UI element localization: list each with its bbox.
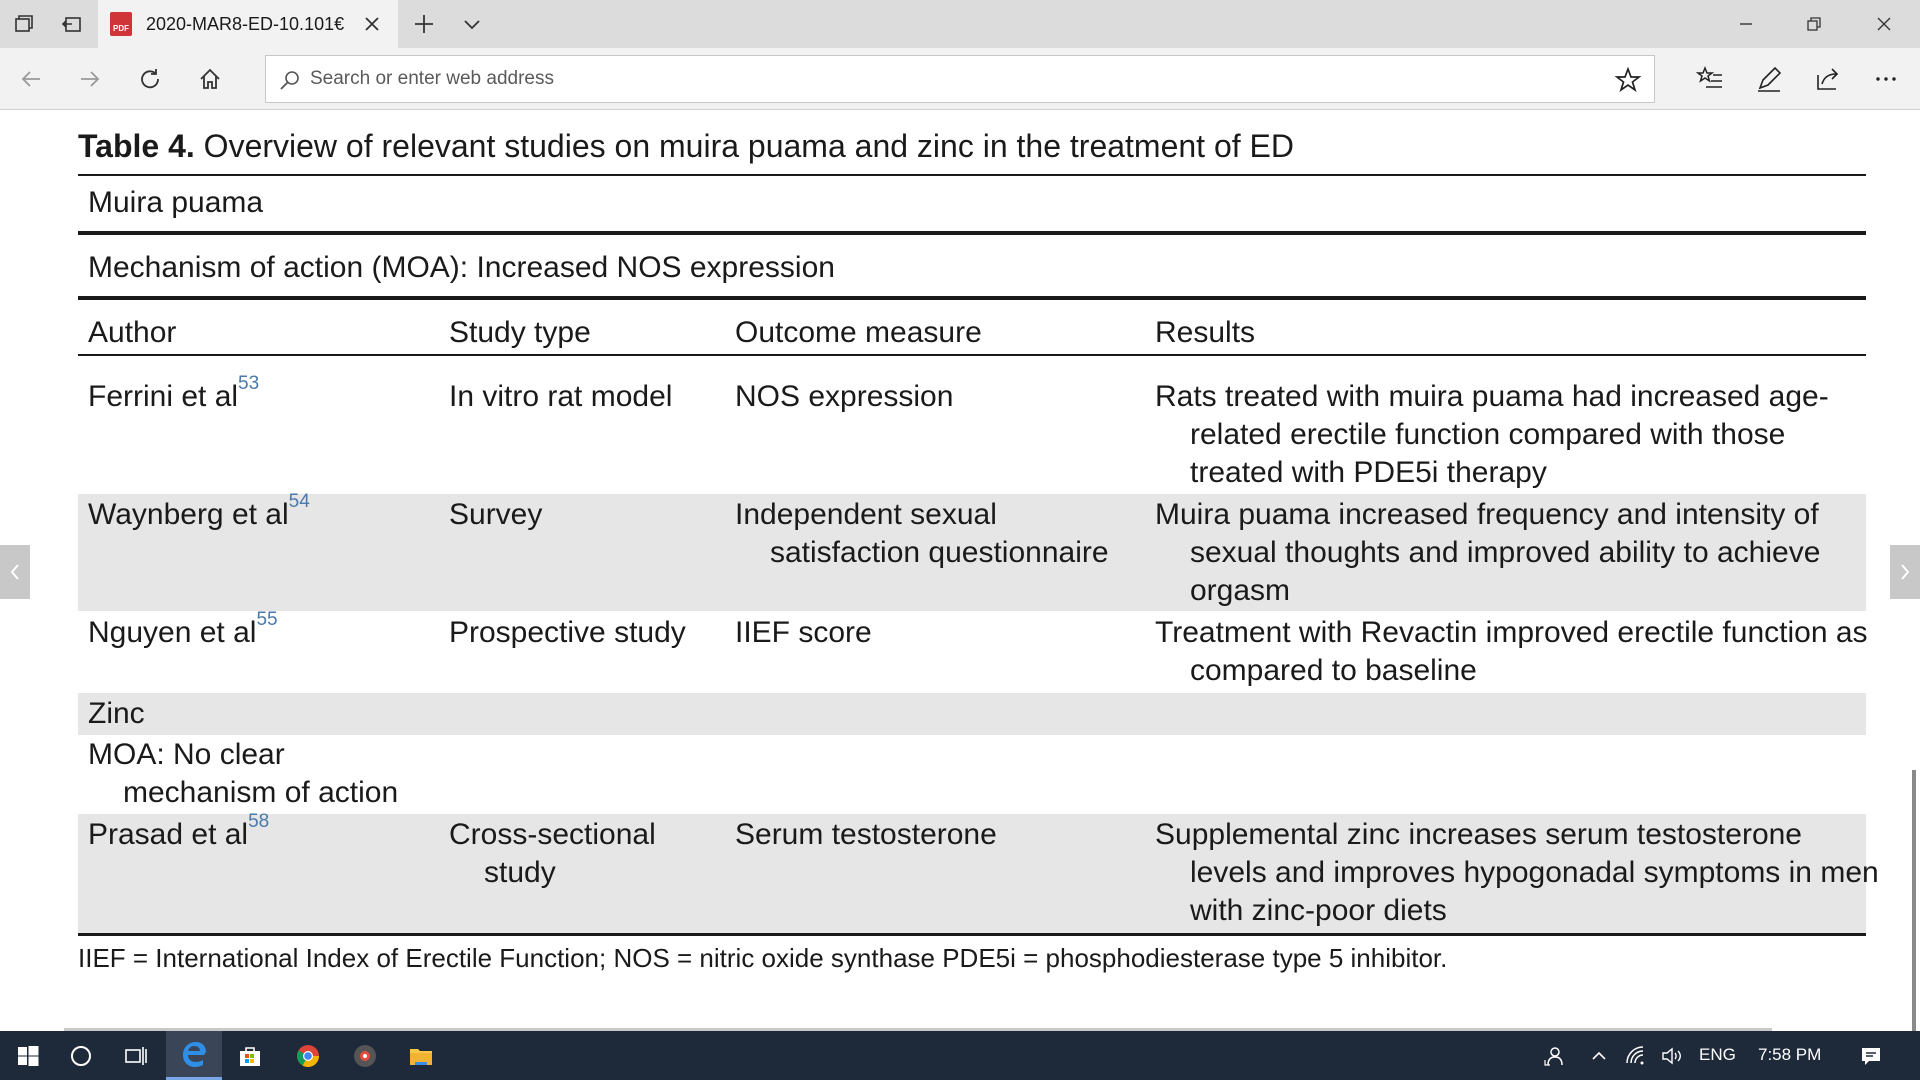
table-row-study-type: Survey (449, 498, 543, 531)
row-shade (78, 693, 1866, 735)
table-row-author: Ferrini et $al^{53}$ (88, 373, 260, 413)
clock[interactable]: 7:58 PM (1758, 1045, 1822, 1064)
table-row-results: Treatment with Revactin improved erectile function as compared to baseline (1155, 616, 1868, 687)
rule-top (78, 174, 1866, 176)
rule-moa (78, 296, 1866, 300)
back-icon[interactable] (7, 55, 55, 103)
forward-icon[interactable] (66, 55, 114, 103)
set-aside-tabs-icon[interactable] (48, 0, 96, 48)
address-bar[interactable] (265, 55, 1655, 103)
table-row-study-type: In vitro rat model (449, 380, 673, 413)
active-tab[interactable] (98, 0, 398, 48)
task-view-icon[interactable] (108, 1031, 164, 1080)
pdf-icon: PDF (110, 12, 132, 36)
new-tab-icon[interactable] (400, 0, 448, 48)
moa-muira-puama: Mechanism of action (MOA): Increased NOS expression (88, 251, 835, 284)
cortana-search-icon[interactable] (53, 1031, 109, 1080)
table-row-author: Prasad et $al^{58}$ (88, 811, 270, 851)
address-placeholder: Search or enter web address (310, 68, 554, 89)
table-title: Overview of relevant studies on muira puama and zinc in the treatment of ED (194, 128, 1294, 164)
media-player-icon[interactable] (337, 1031, 393, 1080)
more-options-icon[interactable] (1862, 55, 1910, 103)
table-row-results: Muira puama increased frequency and intensity of sexual thoughts and improved ability to achieve orgasm (1155, 498, 1821, 607)
header-study-type: Study type (449, 316, 591, 349)
search-icon (278, 68, 302, 92)
section-zinc: Zinc (88, 697, 145, 730)
tab-title: 2020-MAR8-ED-10.101€ (146, 13, 345, 34)
table-caption (78, 128, 1294, 165)
next-page-arrow-icon[interactable] (1890, 545, 1920, 599)
edge-browser-icon[interactable] (166, 1031, 222, 1080)
table-row-results: Rats treated with muira puama had increased age- related erectile function compared with those treated with PDE5i therapy (1155, 380, 1829, 489)
table-row-study-type: Cross-sectional study (449, 818, 656, 889)
table-footnote: IIEF = International Index of Erectile Function; NOS = nitric oxide synthase PDE5i = phosphodiesterase type 5 inhibitor. (78, 943, 1448, 973)
tab-preview-chevron-icon[interactable] (448, 0, 496, 48)
pdf-document-view (0, 110, 1920, 1030)
section-muira-puama: Muira puama (88, 186, 264, 219)
close-window-icon[interactable] (1850, 0, 1918, 48)
table-row-author: Waynberg et $al^{54}$ (88, 491, 310, 531)
reference-link[interactable]: 53 (238, 373, 260, 394)
action-center-icon[interactable] (1842, 1031, 1900, 1080)
language-indicator[interactable]: ENG (1699, 1045, 1736, 1064)
header-outcome-measure: Outcome measure (735, 316, 982, 349)
table-label: Table 4. (78, 128, 195, 164)
chrome-icon[interactable] (280, 1031, 336, 1080)
table-row-author: Nguyen et $al^{55}$ (88, 609, 278, 649)
favorite-star-icon[interactable] (1614, 66, 1642, 94)
table-row-outcome: NOS expression (735, 380, 954, 413)
table-row-outcome: Independent sexual satisfaction questionnaire (735, 498, 1109, 569)
reference-link[interactable]: 55 (256, 609, 278, 630)
minimize-icon[interactable] (1712, 0, 1780, 48)
close-tab-icon[interactable] (360, 12, 384, 36)
taskbar (0, 1031, 1920, 1080)
table-row-results: Supplemental zinc increases serum testosterone levels and improves hypogonadal symptoms in men with zinc-poor diets (1155, 818, 1879, 927)
header-author: Author (88, 316, 177, 349)
rule-bottom (78, 933, 1866, 936)
start-windows-icon[interactable] (0, 1031, 56, 1080)
table-row-outcome: Serum testosterone (735, 818, 997, 851)
rule-header (78, 354, 1866, 356)
file-explorer-icon[interactable] (393, 1031, 449, 1080)
rule-section (78, 231, 1866, 235)
tab-actions-icon[interactable] (0, 0, 48, 48)
home-icon[interactable] (186, 55, 234, 103)
title-bar (0, 0, 1920, 48)
navigation-bar (0, 48, 1920, 110)
table-row-outcome: IIEF score (735, 616, 872, 649)
reference-link[interactable]: 54 (288, 491, 310, 512)
vertical-scrollbar-thumb[interactable] (1912, 770, 1916, 1055)
table-row-study-type: Prospective study (449, 616, 686, 649)
reference-link[interactable]: 58 (248, 811, 270, 832)
moa-zinc: MOA: No clear mechanism of action (88, 738, 399, 809)
share-icon[interactable] (1804, 55, 1852, 103)
favorites-hub-icon[interactable] (1686, 55, 1734, 103)
store-icon[interactable] (222, 1031, 278, 1080)
previous-page-arrow-icon[interactable] (0, 545, 30, 599)
restore-icon[interactable] (1780, 0, 1848, 48)
refresh-icon[interactable] (126, 55, 174, 103)
volume-icon[interactable] (1650, 1031, 1694, 1080)
header-results: Results (1155, 316, 1256, 349)
pen-notes-icon[interactable] (1745, 55, 1793, 103)
